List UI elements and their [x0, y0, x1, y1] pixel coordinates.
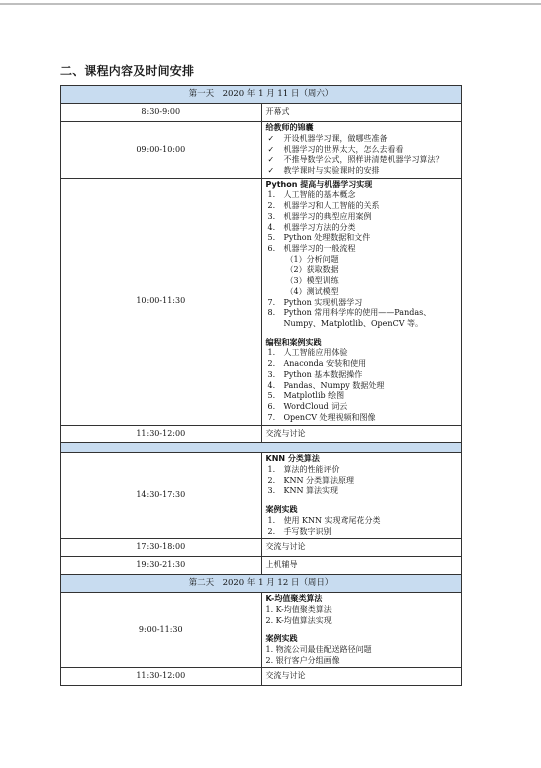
- table-row: [61, 556, 462, 574]
- table-row: [61, 668, 462, 686]
- table-row: [61, 104, 462, 122]
- check-icon: ✓: [267, 155, 275, 165]
- content-cell: 交流与讨论: [261, 668, 462, 686]
- list-item: 1. 物流公司最佳配送路径问题: [265, 644, 372, 654]
- table-row: [61, 122, 462, 179]
- list-item: 2. KNN 分类算法原理: [267, 475, 355, 485]
- content-cell: [261, 453, 462, 539]
- content-cell: [261, 122, 462, 179]
- group-title: 给教师的锦囊: [265, 123, 314, 133]
- content-cell: 交流与讨论: [261, 539, 462, 557]
- time-cell: 8:30-9:00: [61, 104, 262, 122]
- list-item: 5. Python 处理数据和文件: [267, 233, 371, 243]
- time-cell: 11:30-12:00: [61, 668, 262, 686]
- list-item: ✓ 教学课时与实验课时的安排: [267, 165, 380, 175]
- day2-header-row: [61, 574, 462, 592]
- check-icon: ✓: [267, 144, 275, 154]
- time-cell: 17:30-18:00: [61, 539, 262, 557]
- content-cell: 交流与讨论: [261, 425, 462, 443]
- group-title: 案例实践: [265, 634, 298, 644]
- list-item: 7. OpenCV 处理视频和图像: [267, 412, 376, 422]
- list-item: 6. WordCloud 词云: [267, 402, 348, 412]
- list-item: ✓ 机器学习的世界太大，怎么去看看: [267, 144, 404, 154]
- check-icon: ✓: [267, 133, 275, 143]
- list-item: 3. Python 基本数据操作: [267, 369, 363, 379]
- check-icon: ✓: [267, 165, 275, 175]
- time-cell: 10:00-11:30: [61, 178, 262, 425]
- group-title: 编程和案例实践: [265, 337, 322, 347]
- day1-header-row: [61, 86, 462, 104]
- schedule-table: [60, 85, 462, 686]
- list-item: 1. K-均值聚类算法: [265, 604, 332, 614]
- time-cell: 14:30-17:30: [61, 453, 262, 539]
- table-row: [61, 453, 462, 539]
- list-item: 7. Python 实现机器学习: [267, 297, 363, 307]
- time-cell: 09:00-10:00: [61, 122, 262, 179]
- list-item: 3. KNN 算法实现: [267, 486, 339, 496]
- content-cell: [261, 593, 462, 668]
- list-item: 2. 银行客户分组画像: [265, 655, 340, 665]
- list-item: 5. Matplotlib 绘图: [267, 391, 345, 401]
- scan-edge-line: [0, 3, 541, 5]
- sub-item: （4）测试模型: [285, 286, 339, 296]
- list-item: ✓ 不推导数学公式，照样讲清楚机器学习算法？: [267, 155, 444, 165]
- list-item: 1. 使用 KNN 实现鸢尾花分类: [267, 515, 381, 525]
- list-item: 3. 机器学习的典型应用案例: [267, 211, 372, 221]
- day2-header: 第二天 2020 年 1 月 12 日（周日）: [61, 574, 462, 592]
- list-item: 6. 机器学习的一般流程: [267, 244, 356, 253]
- section-title: 二、课程内容及时间安排: [60, 64, 195, 78]
- list-item: 2. 机器学习和人工智能的关系: [267, 201, 380, 211]
- content-cell: 开幕式: [261, 104, 462, 122]
- list-item: 2. K-均值算法实现: [265, 615, 332, 625]
- group-title: Python 提高与机器学习实现: [265, 179, 373, 189]
- time-cell: 9:00-11:30: [61, 593, 262, 668]
- time-cell: 19:30-21:30: [61, 556, 262, 574]
- list-item: 1. 人工智能的基本概念: [267, 190, 356, 200]
- day1-header: 第一天 2020 年 1 月 11 日（周六）: [61, 86, 462, 104]
- content-cell: 上机辅导: [261, 556, 462, 574]
- list-item: 1. 算法的性能评价: [267, 464, 340, 474]
- list-item: 1. 人工智能应用体验: [267, 348, 348, 358]
- table-row: [61, 539, 462, 557]
- group-title: KNN 分类算法: [265, 454, 320, 464]
- table-row: [61, 425, 462, 443]
- list-item: 2. Anaconda 安装和使用: [267, 359, 367, 369]
- sub-item: （1）分析问题: [285, 254, 339, 264]
- content-cell: [261, 178, 462, 425]
- list-item: ✓ 开设机器学习课，做哪些准备: [267, 133, 388, 143]
- table-row: [61, 178, 462, 425]
- sub-item: （2）获取数据: [285, 265, 339, 275]
- sub-item: （3）模型训练: [285, 276, 339, 286]
- blank-separator-row: [61, 443, 462, 453]
- list-item: 4. 机器学习方法的分类: [267, 222, 356, 232]
- group-title: 案例实践: [265, 505, 298, 515]
- list-item: 8. Python 常用科学库的使用——Pandas、Numpy、Matplotlib、OpenCV 等。: [267, 308, 432, 329]
- group-title: K-均值聚类算法: [265, 594, 323, 604]
- table-row: [61, 593, 462, 668]
- list-item: 4. Pandas、Numpy 数据处理: [267, 380, 385, 390]
- list-item: 2. 手写数字识别: [267, 526, 332, 536]
- time-cell: 11:30-12:00: [61, 425, 262, 443]
